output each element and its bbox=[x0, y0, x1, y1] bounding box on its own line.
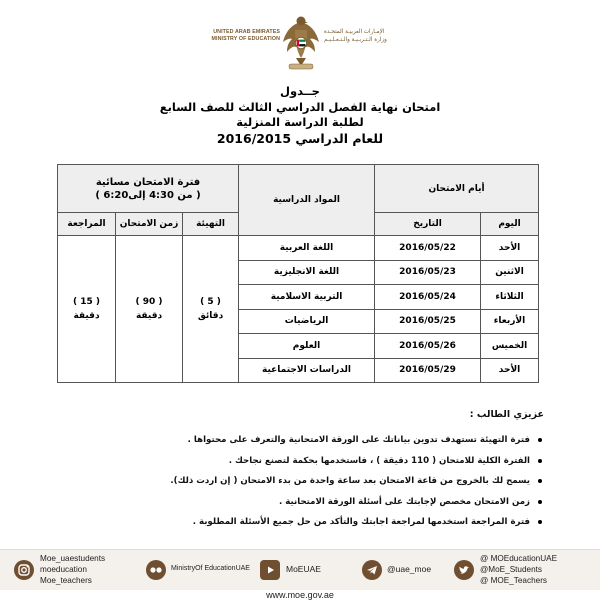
twitter-handle[interactable]: @MoE_Students bbox=[480, 565, 543, 574]
exam-time-cell bbox=[116, 236, 183, 383]
exam-days-header: أيام الامتحان bbox=[375, 165, 539, 213]
ministry-ar-line1: الإمـارات العربيـة المتحـدة bbox=[324, 29, 385, 35]
subjects-header: المواد الدراسية bbox=[239, 165, 375, 236]
list-item bbox=[42, 512, 542, 533]
row-subject: الرياضيات bbox=[239, 309, 375, 334]
exam-time-column-header: زمن الامتحان bbox=[116, 213, 183, 236]
flickr-handle[interactable]: MinistryOf EducationUAE bbox=[171, 565, 250, 572]
row-date: 2016/05/25 bbox=[375, 309, 481, 334]
prep-time-value: ( 5 ) bbox=[200, 297, 221, 307]
note-text: فترة المراجعة استخدمها لمراجعة اجابتك والتأكد من حل جميع الأسئلة المطلوبة . bbox=[192, 517, 530, 527]
bullet-icon bbox=[538, 500, 542, 504]
youtube-handle[interactable]: MoEUAE bbox=[286, 564, 321, 574]
bullet-icon bbox=[538, 520, 542, 524]
ministry-name-arabic bbox=[324, 28, 404, 44]
title-line-4: للعام الدراسي 2016/2015 bbox=[216, 130, 384, 146]
instagram-handle[interactable]: Moe_teachers bbox=[40, 576, 92, 585]
row-subject: العلوم bbox=[239, 334, 375, 359]
list-item bbox=[42, 451, 542, 472]
youtube-icon[interactable] bbox=[260, 560, 280, 580]
note-text: الفترة الكلية للامتحان ( 110 دقيقة ) ، فاستخدمها بحكمة لتصنع نجاحك . bbox=[228, 455, 530, 466]
note-text: زمن الامتحان مخصص لإجابتك على أسئلة الورقة الامتحانية . bbox=[279, 496, 530, 507]
prep-column-header: التهيئة bbox=[183, 213, 239, 236]
row-date: 2016/05/23 bbox=[375, 260, 481, 285]
row-date: 2016/05/29 bbox=[375, 358, 481, 383]
note-text: يسمح لك بالخروج من قاعة الامتحان بعد ساعة واحدة من بدء الامتحان ( إن اردت ذلك). bbox=[170, 476, 530, 486]
list-item bbox=[42, 471, 542, 492]
row-day: الخميس bbox=[481, 334, 539, 359]
exam-time-unit: دقيقة bbox=[135, 311, 163, 321]
exam-period-time: ( من 4:30 إلى6:20 ) bbox=[95, 189, 201, 201]
date-column-header: التاريخ bbox=[375, 213, 481, 236]
review-column-header: المراجعة bbox=[58, 213, 116, 236]
exam-period-header bbox=[58, 165, 239, 213]
ministry-en-line1: UNITED ARAB EMIRATES bbox=[213, 29, 280, 35]
twitter-handle[interactable]: @ MOE_Teachers bbox=[480, 576, 548, 585]
row-day: الأحد bbox=[481, 236, 539, 261]
notes-heading: عزيزي الطالب : bbox=[469, 409, 544, 420]
instagram-handle[interactable]: Moe_uaestudents bbox=[40, 554, 106, 563]
website-link[interactable]: www.moe.gov.ae bbox=[266, 590, 334, 600]
day-column-header: اليوم bbox=[481, 213, 539, 236]
instagram-icon[interactable] bbox=[14, 560, 34, 580]
note-text: فترة التهيئة تستهدف تدوين بياناتك على الورقة الامتحانية والتعرف على محتواها . bbox=[187, 435, 530, 445]
exam-period-label: فترة الامتحان مسائية bbox=[95, 176, 201, 188]
row-subject: الدراسات الاجتماعية bbox=[239, 358, 375, 383]
review-time-unit: دقيقة bbox=[73, 311, 100, 321]
exam-schedule-table bbox=[57, 164, 539, 383]
bullet-icon bbox=[538, 459, 542, 463]
uae-falcon-crest-icon bbox=[281, 12, 321, 72]
table-header-row-1 bbox=[58, 165, 539, 213]
title-line-1: جــدول bbox=[280, 84, 320, 98]
twitter-handles bbox=[480, 553, 557, 586]
social-footer bbox=[0, 549, 600, 590]
row-day: الثلاثاء bbox=[481, 285, 539, 310]
ministry-ar-line2: وزارة الـتـربـيـة والـتـعـلـيـم bbox=[324, 37, 387, 43]
list-item bbox=[42, 430, 542, 451]
notes-list bbox=[42, 430, 542, 533]
document-title bbox=[100, 84, 500, 146]
bullet-icon bbox=[538, 438, 542, 442]
row-day: الأربعاء bbox=[481, 309, 539, 334]
instagram-handles bbox=[40, 553, 105, 586]
flickr-icon[interactable] bbox=[146, 560, 166, 580]
row-date: 2016/05/24 bbox=[375, 285, 481, 310]
review-time-value: ( 15 ) bbox=[72, 297, 101, 307]
review-time-cell bbox=[58, 236, 116, 383]
telegram-handle[interactable]: @uae_moe bbox=[387, 564, 432, 574]
row-subject: اللغة العربية bbox=[239, 236, 375, 261]
twitter-handle[interactable]: @ MOEducationUAE bbox=[480, 554, 558, 563]
row-date: 2016/05/22 bbox=[375, 236, 481, 261]
instagram-handle[interactable]: moeducation bbox=[40, 565, 87, 574]
row-subject: اللغة الانجليزية bbox=[239, 260, 375, 285]
title-line-3: لطلبة الدراسة المنزلية bbox=[236, 115, 364, 129]
ministry-en-line2: MINISTRY OF EDUCATION bbox=[211, 36, 280, 42]
row-date: 2016/05/26 bbox=[375, 334, 481, 359]
row-subject: التربية الاسلامية bbox=[239, 285, 375, 310]
twitter-icon[interactable] bbox=[454, 560, 474, 580]
row-day: الأحد bbox=[481, 358, 539, 383]
prep-time-cell bbox=[183, 236, 239, 383]
prep-time-unit: دقائق bbox=[197, 311, 224, 321]
table-row bbox=[58, 236, 539, 261]
ministry-name-english bbox=[206, 29, 280, 43]
list-item bbox=[42, 492, 542, 513]
exam-time-value: ( 90 ) bbox=[135, 297, 163, 307]
row-day: الاثنين bbox=[481, 260, 539, 285]
bullet-icon bbox=[538, 479, 542, 483]
title-line-2: امتحان نهاية الفصل الدراسي الثالث للصف السابع bbox=[159, 99, 441, 114]
telegram-icon[interactable] bbox=[362, 560, 382, 580]
